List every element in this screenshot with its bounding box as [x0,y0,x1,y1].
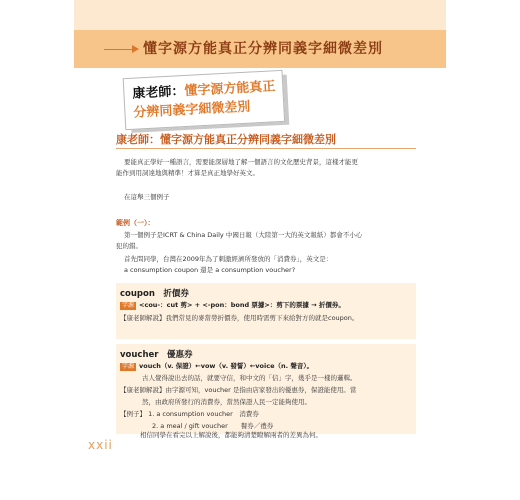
chapter-title: 懂字源方能真正分辨同義字細微差別 [143,41,383,57]
etymology-tag: 字源 [122,302,135,309]
voucher-headword: voucher 優惠券 [120,350,193,360]
coupon-headword: coupon 折價券 [120,289,189,299]
voucher-example-1: 【例子】 1. a consumption voucher 消費券 [120,410,259,418]
section-title: 康老師：懂字源方能真正分辨同義字細微差別 [116,133,336,146]
badge-card [123,70,286,130]
badge-text [132,77,277,122]
closing-text: 相信同學在看完以上解說後，都能夠清楚瞭解兩者的差異為何。 [140,431,322,439]
title-badge [123,70,286,134]
intro-line-2: 能作到用詞達地與精準！才算是真正地學好英文。 [116,169,259,177]
coupon-etymology [120,300,345,310]
example-line-1: 第一個例子是ICRT & China Daily 中國日報（大陸第一大的英文報紙）都會不小心 [124,231,363,239]
example-line-3: 首先問同學，台灣在2009年為了刺激經濟所發放的「消費券」，英文是： [124,255,333,263]
example-line-4: a consumption coupon 還是 a consumption voucher? [124,266,296,274]
example-label: 範例（一）： [116,219,155,227]
voucher-etymology-text: vouch（v. 保證）←vow（v. 發誓）←voice（n. 聲音）。 [139,362,314,370]
intro-line-1: 要能真正學好一種語言，需要能深層地了解一個語言的文化歷史背景，這樣才能更 [124,158,358,166]
badge-line2: 分辨同義字細微差別 [133,99,251,121]
etymology-tag: 字源 [122,363,135,370]
voucher-line-4: 然，由政府所發行的消費券，當然保證人民一定能夠使用。 [142,398,311,406]
header-arrow-line [104,49,134,50]
voucher-line-3: 【康老師解說】由字源可知，voucher 是指由店家發出的優惠券，保證能使用。當 [120,386,357,394]
arrow-right-icon [132,45,139,53]
coupon-explanation: 【康老師解說】我們常見的麥當勞折價券，使用時需剪下來給對方的就是coupon。 [120,314,359,322]
voucher-example-2: 2. a meal / gift voucher 餐券／禮券 [152,422,274,430]
badge-line1: 懂字源方能真正 [184,79,276,99]
top-margin-band [74,0,446,30]
page-number: xxii [88,438,113,452]
section-divider [116,148,416,149]
voucher-etymology [120,361,313,371]
coupon-etymology-text: <cou-：cut 剪> + <-pon：bond 票據>：剪下的票據 → 折價券。 [139,301,345,309]
badge-teacher-name: 康老師： [132,84,185,102]
voucher-line-2: 古人覺得說出去的話，就要守信，和中文的「信」字，幾乎是一樣的邏輯。 [142,374,357,382]
intro-line-3: 在這舉三個例子 [124,193,170,201]
example-line-2: 犯的錯。 [116,242,142,250]
